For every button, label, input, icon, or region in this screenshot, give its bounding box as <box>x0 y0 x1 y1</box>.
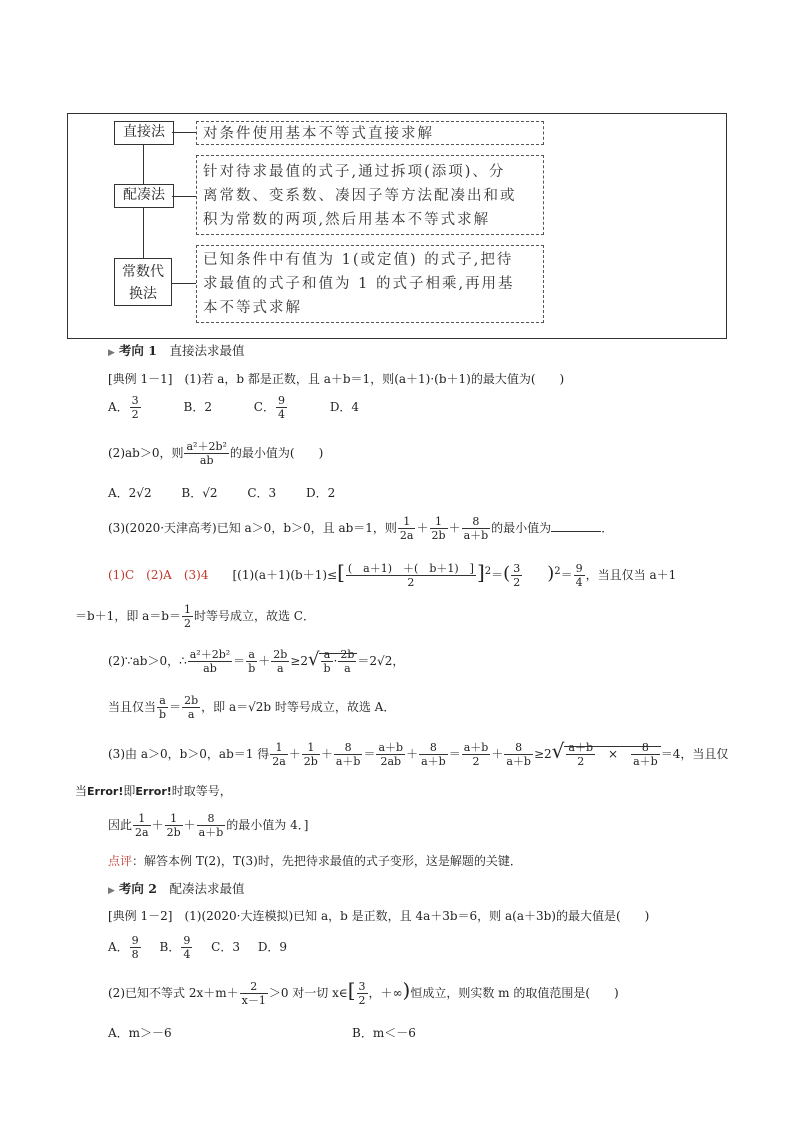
text: ，即 a＝√2b 时等号成立，故选 A． <box>201 700 396 714</box>
desc-line: 离常数、变系数、凑因子等方法配凑出和或 <box>203 188 517 204</box>
fraction: $\frac{9}{4}$ <box>183 934 191 961</box>
option-a: A．m＞－6 <box>108 1026 172 1040</box>
text: (3)(2020·天津高考)已知 a＞0，b＞0，且 ab＝1，则 <box>108 521 397 535</box>
fraction: $\frac{8}{a+b}$ <box>633 741 658 768</box>
option-a: A． <box>108 400 129 414</box>
error-text: Error! <box>135 785 172 798</box>
fraction: $\frac{\text{a²＋2b²}}{ab}$ <box>186 440 227 467</box>
text: (2)ab＞0，则 <box>108 446 184 460</box>
question-1-1: [典例 1－1] (1)若 a，b 都是正数，且 a＋b＝1，则(a＋1)·(b＋1)的最大值为( ) <box>108 372 565 386</box>
option-b: B．2 <box>183 400 212 414</box>
text: ＝b＋1，即 a＝b＝ <box>75 609 181 623</box>
connector <box>172 196 196 197</box>
option-c: C． <box>253 400 275 414</box>
comment-tag: 点评 <box>108 854 133 868</box>
desc-line: 求最值的式子和值为 1 的式子相乘,再用基 <box>203 276 515 292</box>
question-1-3: (3)(2020·天津高考)已知 a＞0，b＞0，且 ab＝1，则 $\frac{1}{2a}$ ＋ $\frac{1}{2b}$ ＋ $\frac{8}{a+b}$ 的最小值为 ． <box>108 515 614 542</box>
fraction: $\frac{2b}{a}$ <box>184 694 199 721</box>
connector <box>143 206 144 258</box>
options-2-1 <box>108 934 287 961</box>
options-1-2 <box>108 484 335 501</box>
triangle-icon: ▶ <box>108 886 115 896</box>
answer-blank <box>551 531 601 532</box>
text: 恒成立，则实数 m 的取值范围是( ) <box>410 986 619 1000</box>
text: 时等号成立，故选 C． <box>193 609 315 623</box>
error-text: Error! <box>87 785 124 798</box>
section-title: 直接法求最值 <box>169 343 245 358</box>
option-a: A．2√2 <box>108 486 152 500</box>
fraction: $\frac{1}{2a}$ <box>399 515 414 542</box>
fraction: $\frac{a}{b}$ <box>323 648 331 675</box>
question-2-1: [典例 1－2] (1)(2020·大连模拟)已知 a，b 是正数，且 4a＋3b＝6，则 a(a＋3b)的最大值是( ) <box>108 909 650 923</box>
fraction: $\frac{( a+1) +( b+1) ]}{2}$ <box>347 562 474 589</box>
section-title: 配凑法求最值 <box>169 881 245 896</box>
option-c: C．3 <box>247 486 277 500</box>
question-2-2: (2)已知不等式 2x＋m＋ $\frac{2}{x-1}$ ＞0 对一切 x∈[ $\frac{3}{2}$ ，＋∞)恒成立，则实数 m 的取值范围是( ) <box>108 978 619 1007</box>
text: 的最小值为 4．] <box>226 818 309 832</box>
desc-line: 针对待求最值的式子,通过拆项(添项)、分 <box>203 164 506 180</box>
fraction: $\frac{a+b}{2}$ <box>568 741 594 768</box>
text: (3)由 a＞0，b＞0，ab＝1 得 <box>108 747 270 761</box>
triangle-icon: ▶ <box>108 348 115 358</box>
connector <box>143 142 144 184</box>
fraction: $\frac{1}{2}$ <box>183 603 191 630</box>
solution-1-cont <box>75 603 315 630</box>
text: ＝2√2， <box>357 654 405 668</box>
options-2-2 <box>108 1024 172 1041</box>
text: 即 <box>123 784 136 798</box>
solution-1: (1)C (2)A (3)4 [(1)(a＋1)(b＋1)≤[ $\frac{( a+1) +( b+1) ]}{2}$ ]$^2$＝( $\frac{3}{2}$ )$^2$＝ $\frac{9}{4}$ ，当且仅当 a＋1 <box>108 560 677 589</box>
method-label-substitution <box>114 258 172 306</box>
comment <box>108 852 522 869</box>
option-d: D．2 <box>306 486 336 500</box>
desc-line: 已知条件中有值为 1(或定值) 的式子,把待 <box>203 252 514 268</box>
fraction: $\frac{8}{a+b}$ <box>335 741 361 768</box>
options-1-1 <box>108 394 359 421</box>
connector <box>172 283 196 284</box>
fraction: $\frac{a+b}{2ab}$ <box>378 741 404 768</box>
fraction: $\frac{a}{b}$ <box>248 648 256 675</box>
method-label-direct: 直接法 <box>114 121 174 145</box>
text: 当且仅当 <box>108 700 157 714</box>
text: ＝4，当且仅 <box>660 747 729 761</box>
method-desc-combine <box>196 155 544 235</box>
fraction: $\frac{3}{2}$ <box>358 980 366 1007</box>
fraction: $\frac{8}{a+b}$ <box>463 515 489 542</box>
answer: (1)C (2)A (3)4 <box>108 568 209 582</box>
text: (2)∵ab＞0，∴ <box>108 654 187 668</box>
text: 的最小值为( ) <box>229 446 324 460</box>
fraction: $\frac{a}{b}$ <box>159 694 167 721</box>
section-number: 考向 1 <box>118 343 157 358</box>
fraction: $\frac{a+b}{2}$ <box>463 741 489 768</box>
fraction: $\frac{3}{2}$ <box>513 562 521 589</box>
text: 因此 <box>108 818 133 832</box>
desc-line: 本不等式求解 <box>203 300 302 316</box>
fraction: $\frac{1}{2b}$ <box>431 515 446 542</box>
option-a: A． <box>108 940 129 954</box>
fraction: $\frac{1}{2a}$ <box>135 812 149 839</box>
option-b: B．√2 <box>181 486 218 500</box>
option-b: B．m＜－6 <box>352 1026 416 1040</box>
fraction: $\frac{9}{4}$ <box>575 562 583 589</box>
text: [(1)(a＋1)(b＋1)≤ <box>232 568 338 582</box>
fraction: $\frac{8}{a+b}$ <box>506 741 531 768</box>
fraction: $\frac{2}{x-1}$ <box>241 980 266 1007</box>
section-heading-1 <box>108 341 245 359</box>
method-desc-substitution <box>196 245 544 323</box>
section-heading-2 <box>108 879 245 897</box>
solution-2: (2)∵ab＞0，∴ $\frac{\text{a²＋2b²}}{ab}$ ＝ $\frac{a}{b}$ ＋ $\frac{2b}{a}$ ≥2√ $\frac{a}{b}$ · $\frac{2b}{a}$ ＝2√2， <box>108 648 405 675</box>
question-1-2 <box>108 440 323 467</box>
option-b: B． <box>159 940 181 954</box>
solution-3-conclusion: 因此 $\frac{1}{2a}$ ＋ $\frac{1}{2b}$ ＋ $\frac{8}{a+b}$ 的最小值为 4．] <box>108 812 309 839</box>
fraction: $\frac{\text{a²＋2b²}}{ab}$ <box>189 648 231 675</box>
option-c: C．3 <box>211 940 240 954</box>
fraction: $\frac{2b}{a}$ <box>340 648 355 675</box>
section-number: 考向 2 <box>118 881 157 896</box>
fraction: $\frac{8}{a+b}$ <box>198 812 224 839</box>
solution-2-cont: 当且仅当 $\frac{a}{b}$ ＝ $\frac{2b}{a}$ ，即 a＝√2b 时等号成立，故选 A． <box>108 694 396 721</box>
fraction: $\frac{3}{2}$ <box>131 394 139 421</box>
option-d: D．4 <box>329 400 360 414</box>
fraction: $\frac{8}{a+b}$ <box>421 741 446 768</box>
text: 时取等号， <box>171 784 232 798</box>
fraction: $\frac{1}{2a}$ <box>272 741 286 768</box>
method-desc-direct: 对条件使用基本不等式直接求解 <box>196 121 544 145</box>
method-label-combine: 配凑法 <box>114 184 174 208</box>
option-d: D．9 <box>257 940 288 954</box>
fraction: $\frac{9}{8}$ <box>131 934 139 961</box>
solution-3-cont <box>75 782 232 799</box>
fraction: $\frac{1}{2b}$ <box>303 741 318 768</box>
label-line: 换法 <box>129 286 157 302</box>
fraction: $\frac{2b}{a}$ <box>273 648 288 675</box>
text: 当 <box>75 784 88 798</box>
label-line: 常数代 <box>122 264 164 280</box>
text: (2)已知不等式 2x＋m＋ <box>108 986 239 1000</box>
text: 的最小值为 <box>491 521 552 535</box>
connector <box>172 132 196 133</box>
desc-line: 积为常数的两项,然后用基本不等式求解 <box>203 212 491 228</box>
text: ＞0 对一切 x∈ <box>268 986 348 1000</box>
solution-3: (3)由 a＞0，b＞0，ab＝1 得 $\frac{1}{2a}$ ＋ $\frac{1}{2b}$ ＋ $\frac{8}{a+b}$ ＝ $\frac{a+b}{2ab}$ ＋ $\frac{8}{a+b}$ ＝ $\frac{a+b}{2}$ ＋ $\frac{8}{a+b}$ ≥2√ $\frac{a+b}{2}$ × $\frac{8}{a+b}$ ＝4，当且仅 <box>108 739 729 768</box>
text: ，当且仅当 a＋1 <box>585 568 677 582</box>
fraction: $\frac{9}{4}$ <box>277 394 285 421</box>
comment-text: ：解答本例 T(2)，T(3)时，先把待求最值的式子变形，这是解题的关键． <box>132 854 522 868</box>
fraction: $\frac{1}{2b}$ <box>166 812 181 839</box>
